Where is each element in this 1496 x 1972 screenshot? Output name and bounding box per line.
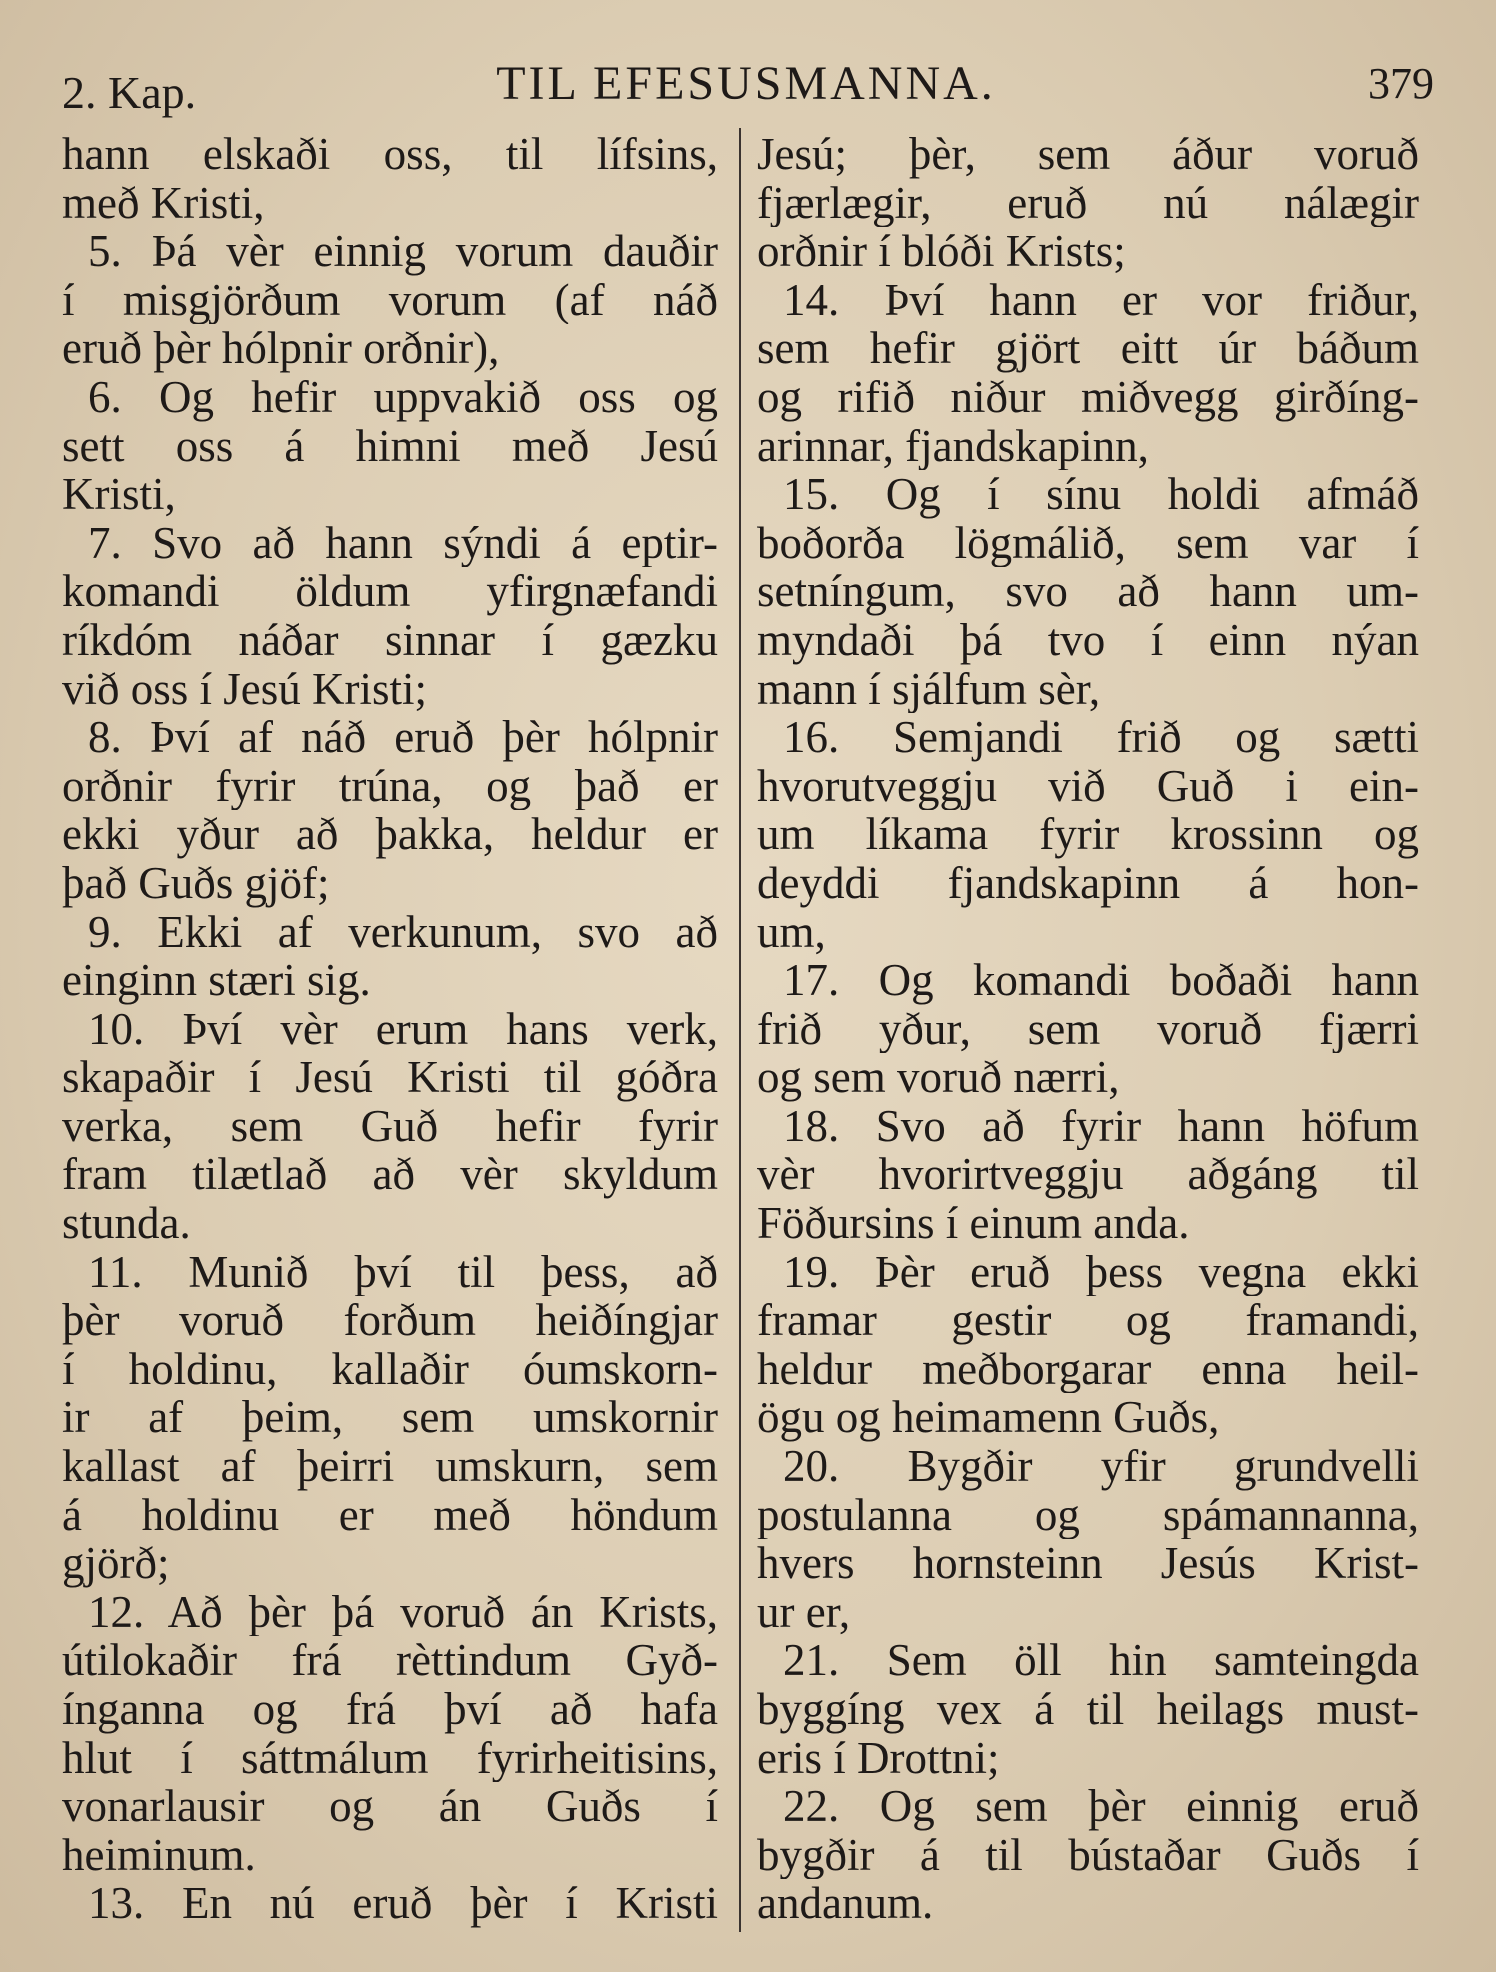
text-line: verka, sem Guð hefir fyrir xyxy=(62,1101,718,1151)
chapter-label: 2. Kap. xyxy=(62,67,197,118)
text-line: sem hefir gjört eitt úr báðum xyxy=(757,324,1419,373)
text-line: frið yður, sem voruð fjærri xyxy=(757,1004,1419,1054)
text-line: 22. Og sem þèr einnig eruð xyxy=(783,1782,1419,1831)
text-line: sett oss á himni með Jesú xyxy=(62,421,718,471)
text-line: ir af þeim, sem umskornir xyxy=(62,1393,718,1443)
page-title: TIL EFESUSMANNA. xyxy=(496,57,996,110)
text-line: vèr hvorirtveggju aðgáng til xyxy=(757,1150,1419,1200)
text-line: boðorða lögmálið, sem var í xyxy=(757,518,1419,568)
text-line: heiminum. xyxy=(62,1830,256,1880)
running-header xyxy=(58,56,1434,120)
text-line: það Guðs gjöf; xyxy=(62,858,330,908)
text-line: gjörð; xyxy=(62,1539,170,1588)
text-line: 20. Bygðir yfir grundvelli xyxy=(783,1442,1419,1491)
text-line: byggíng vex á til heilags must- xyxy=(757,1685,1419,1734)
text-line: og rifið niður miðvegg girðíng- xyxy=(757,372,1419,422)
text-line: hvers hornsteinn Jesús Krist- xyxy=(757,1539,1419,1588)
text-line: myndaði þá tvo í einn nýan xyxy=(757,615,1419,665)
text-line: með Kristi, xyxy=(62,178,265,228)
text-line: arinnar, fjandskapinn, xyxy=(757,421,1149,471)
text-line: vonarlausir og án Guðs í xyxy=(62,1782,718,1831)
text-line: ínganna og frá því að hafa xyxy=(62,1685,718,1734)
page-number: 379 xyxy=(1368,59,1434,108)
text-line: ekki yður að þakka, heldur er xyxy=(62,810,718,859)
text-line: 16. Semjandi frið og sætti xyxy=(783,713,1419,762)
text-line: 5. Þá vèr einnig vorum dauðir xyxy=(88,227,718,276)
text-line: þèr voruð forðum heiðíngjar xyxy=(62,1296,718,1345)
text-line: 8. Því af náð eruð þèr hólpnir xyxy=(88,713,718,762)
text-line: 6. Og hefir uppvakið oss og xyxy=(88,372,718,422)
text-line: útilokaðir frá rèttindum Gyð- xyxy=(62,1636,718,1685)
text-line: ríkdóm náðar sinnar í gæzku xyxy=(62,615,718,665)
text-line: 17. Og komandi boðaði hann xyxy=(783,956,1419,1005)
text-line: eruð þèr hólpnir orðnir), xyxy=(62,324,500,373)
text-line: í misgjörðum vorum (af náð xyxy=(62,275,718,325)
text-line: við oss í Jesú Kristi; xyxy=(62,664,428,714)
text-line: 10. Því vèr erum hans verk, xyxy=(88,1004,718,1054)
text-line: í holdinu, kallaðir óumskorn- xyxy=(62,1344,718,1394)
text-line: 19. Þèr eruð þess vegna ekki xyxy=(783,1247,1419,1297)
text-line: á holdinu er með höndum xyxy=(62,1490,718,1540)
text-line: kallast af þeirri umskurn, sem xyxy=(62,1442,718,1491)
right-text-column xyxy=(757,130,1419,1928)
text-line: heldur meðborgarar enna heil- xyxy=(757,1344,1419,1394)
text-line: fjærlægir, eruð nú nálægir xyxy=(757,178,1419,228)
text-line: bygðir á til bústaðar Guðs í xyxy=(757,1830,1419,1880)
text-line: um líkama fyrir krossinn og xyxy=(757,810,1419,859)
text-line: um, xyxy=(757,907,826,957)
text-line: skapaðir í Jesú Kristi til góðra xyxy=(62,1053,718,1102)
text-line: 11. Munið því til þess, að xyxy=(88,1247,718,1297)
text-line: 7. Svo að hann sýndi á eptir- xyxy=(88,518,718,568)
text-line: Jesú; þèr, sem áður voruð xyxy=(757,130,1419,179)
text-line: orðnir fyrir trúna, og það er xyxy=(62,761,718,811)
text-line: deyddi fjandskapinn á hon- xyxy=(757,858,1419,908)
text-line: og sem voruð nærri, xyxy=(757,1053,1120,1102)
text-line: 14. Því hann er vor friður, xyxy=(783,275,1419,325)
text-line: 12. Að þèr þá voruð án Krists, xyxy=(88,1587,718,1637)
text-line: hann elskaði oss, til lífsins, xyxy=(62,130,718,179)
text-line: hlut í sáttmálum fyrirheitisins, xyxy=(62,1733,718,1783)
text-line: fram tilætlað að vèr skyldum xyxy=(62,1150,718,1200)
text-line: 18. Svo að fyrir hann höfum xyxy=(783,1101,1419,1151)
text-line: eris í Drottni; xyxy=(757,1733,1000,1783)
text-line: setníngum, svo að hann um- xyxy=(757,567,1419,616)
text-line: 13. En nú eruð þèr í Kristi xyxy=(88,1879,718,1928)
text-line: stunda. xyxy=(62,1199,191,1248)
text-line: framar gestir og framandi, xyxy=(757,1296,1419,1345)
text-line: einginn stæri sig. xyxy=(62,956,371,1005)
text-line: postulanna og spámannanna, xyxy=(757,1490,1419,1540)
text-line: ur er, xyxy=(757,1587,851,1637)
text-line: orðnir í blóði Krists; xyxy=(757,227,1126,276)
text-line: 21. Sem öll hin samteingda xyxy=(783,1636,1419,1685)
text-line: komandi öldum yfirgnæfandi xyxy=(62,567,718,616)
text-line: 15. Og í sínu holdi afmáð xyxy=(783,470,1419,519)
text-line: ögu og heimamenn Guðs, xyxy=(757,1393,1220,1443)
text-line: Kristi, xyxy=(62,470,176,519)
text-line: hvorutveggju við Guð i ein- xyxy=(757,761,1419,811)
text-line: 9. Ekki af verkunum, svo að xyxy=(88,907,718,957)
text-line: andanum. xyxy=(757,1879,934,1928)
text-line: Föðursins í einum anda. xyxy=(757,1199,1190,1248)
text-line: mann í sjálfum sèr, xyxy=(757,664,1101,714)
left-text-column xyxy=(62,130,718,1928)
column-divider xyxy=(739,128,741,1932)
